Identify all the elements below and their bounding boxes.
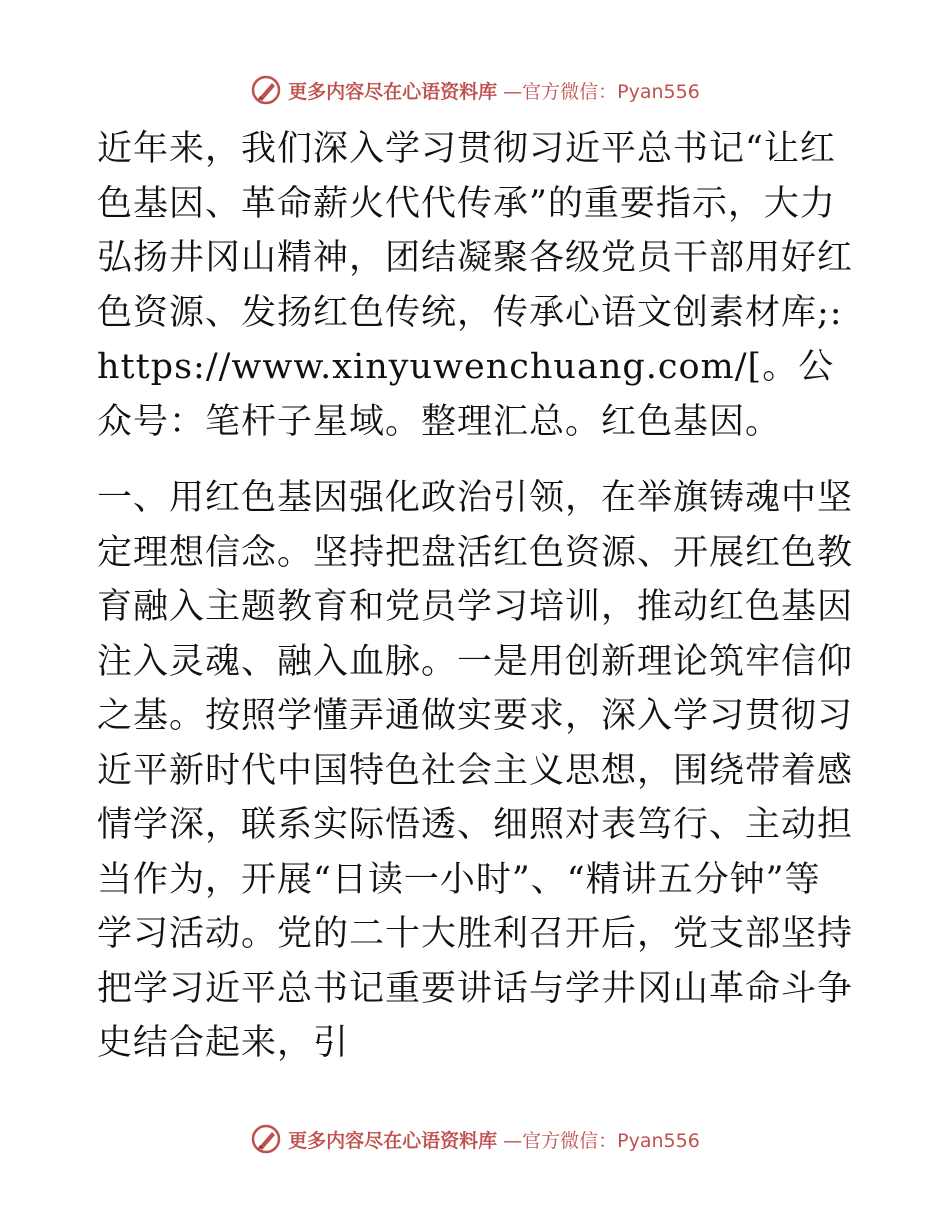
paragraph-intro: 近年来，我们深入学习贯彻习近平总书记“让红色基因、革命薪火代代传承”的重要指示，大力弘扬井冈山精神，团结凝聚各级党员干部用好红色资源、发扬红色传统，传承心语文创素材库;:https://www.xinyuwenchuang.com/[。公众号：笔杆子星域。整理汇总。红色基因。 <box>97 129 854 442</box>
header-banner-title: 更多内容尽在心语资料库 <box>288 80 498 103</box>
header-banner-wechat: —官方微信：Pyan556 <box>503 80 700 103</box>
pen-logo-icon <box>250 1123 282 1155</box>
paragraph-section-one: 一、用红色基因强化政治引领，在举旗铸魂中坚定理想信念。坚持把盘活红色资源、开展红色教育融入主题教育和党员学习培训，推动红色基因注入灵魂、融入血脉。一是用创新理论筑牢信仰之基。按照学懂弄通做实要求，深入学习贯彻习近平新时代中国特色社会主义思想，围绕带着感情学深，联系实际悟透、细照对表笃行、主动担当作为，开展“日读一小时”、“精讲五分钟”等学习活动。党的二十大胜利召开后，党支部坚持把学习近平总书记重要讲话与学井冈山革命斗争史结合起来，引 <box>97 478 854 1063</box>
footer-banner-wechat: —官方微信：Pyan556 <box>503 1129 700 1152</box>
document-body <box>97 122 853 1071</box>
footer-banner <box>0 1121 950 1157</box>
header-banner <box>0 72 950 108</box>
footer-banner-title: 更多内容尽在心语资料库 <box>288 1129 498 1152</box>
pen-logo-icon <box>250 74 282 106</box>
